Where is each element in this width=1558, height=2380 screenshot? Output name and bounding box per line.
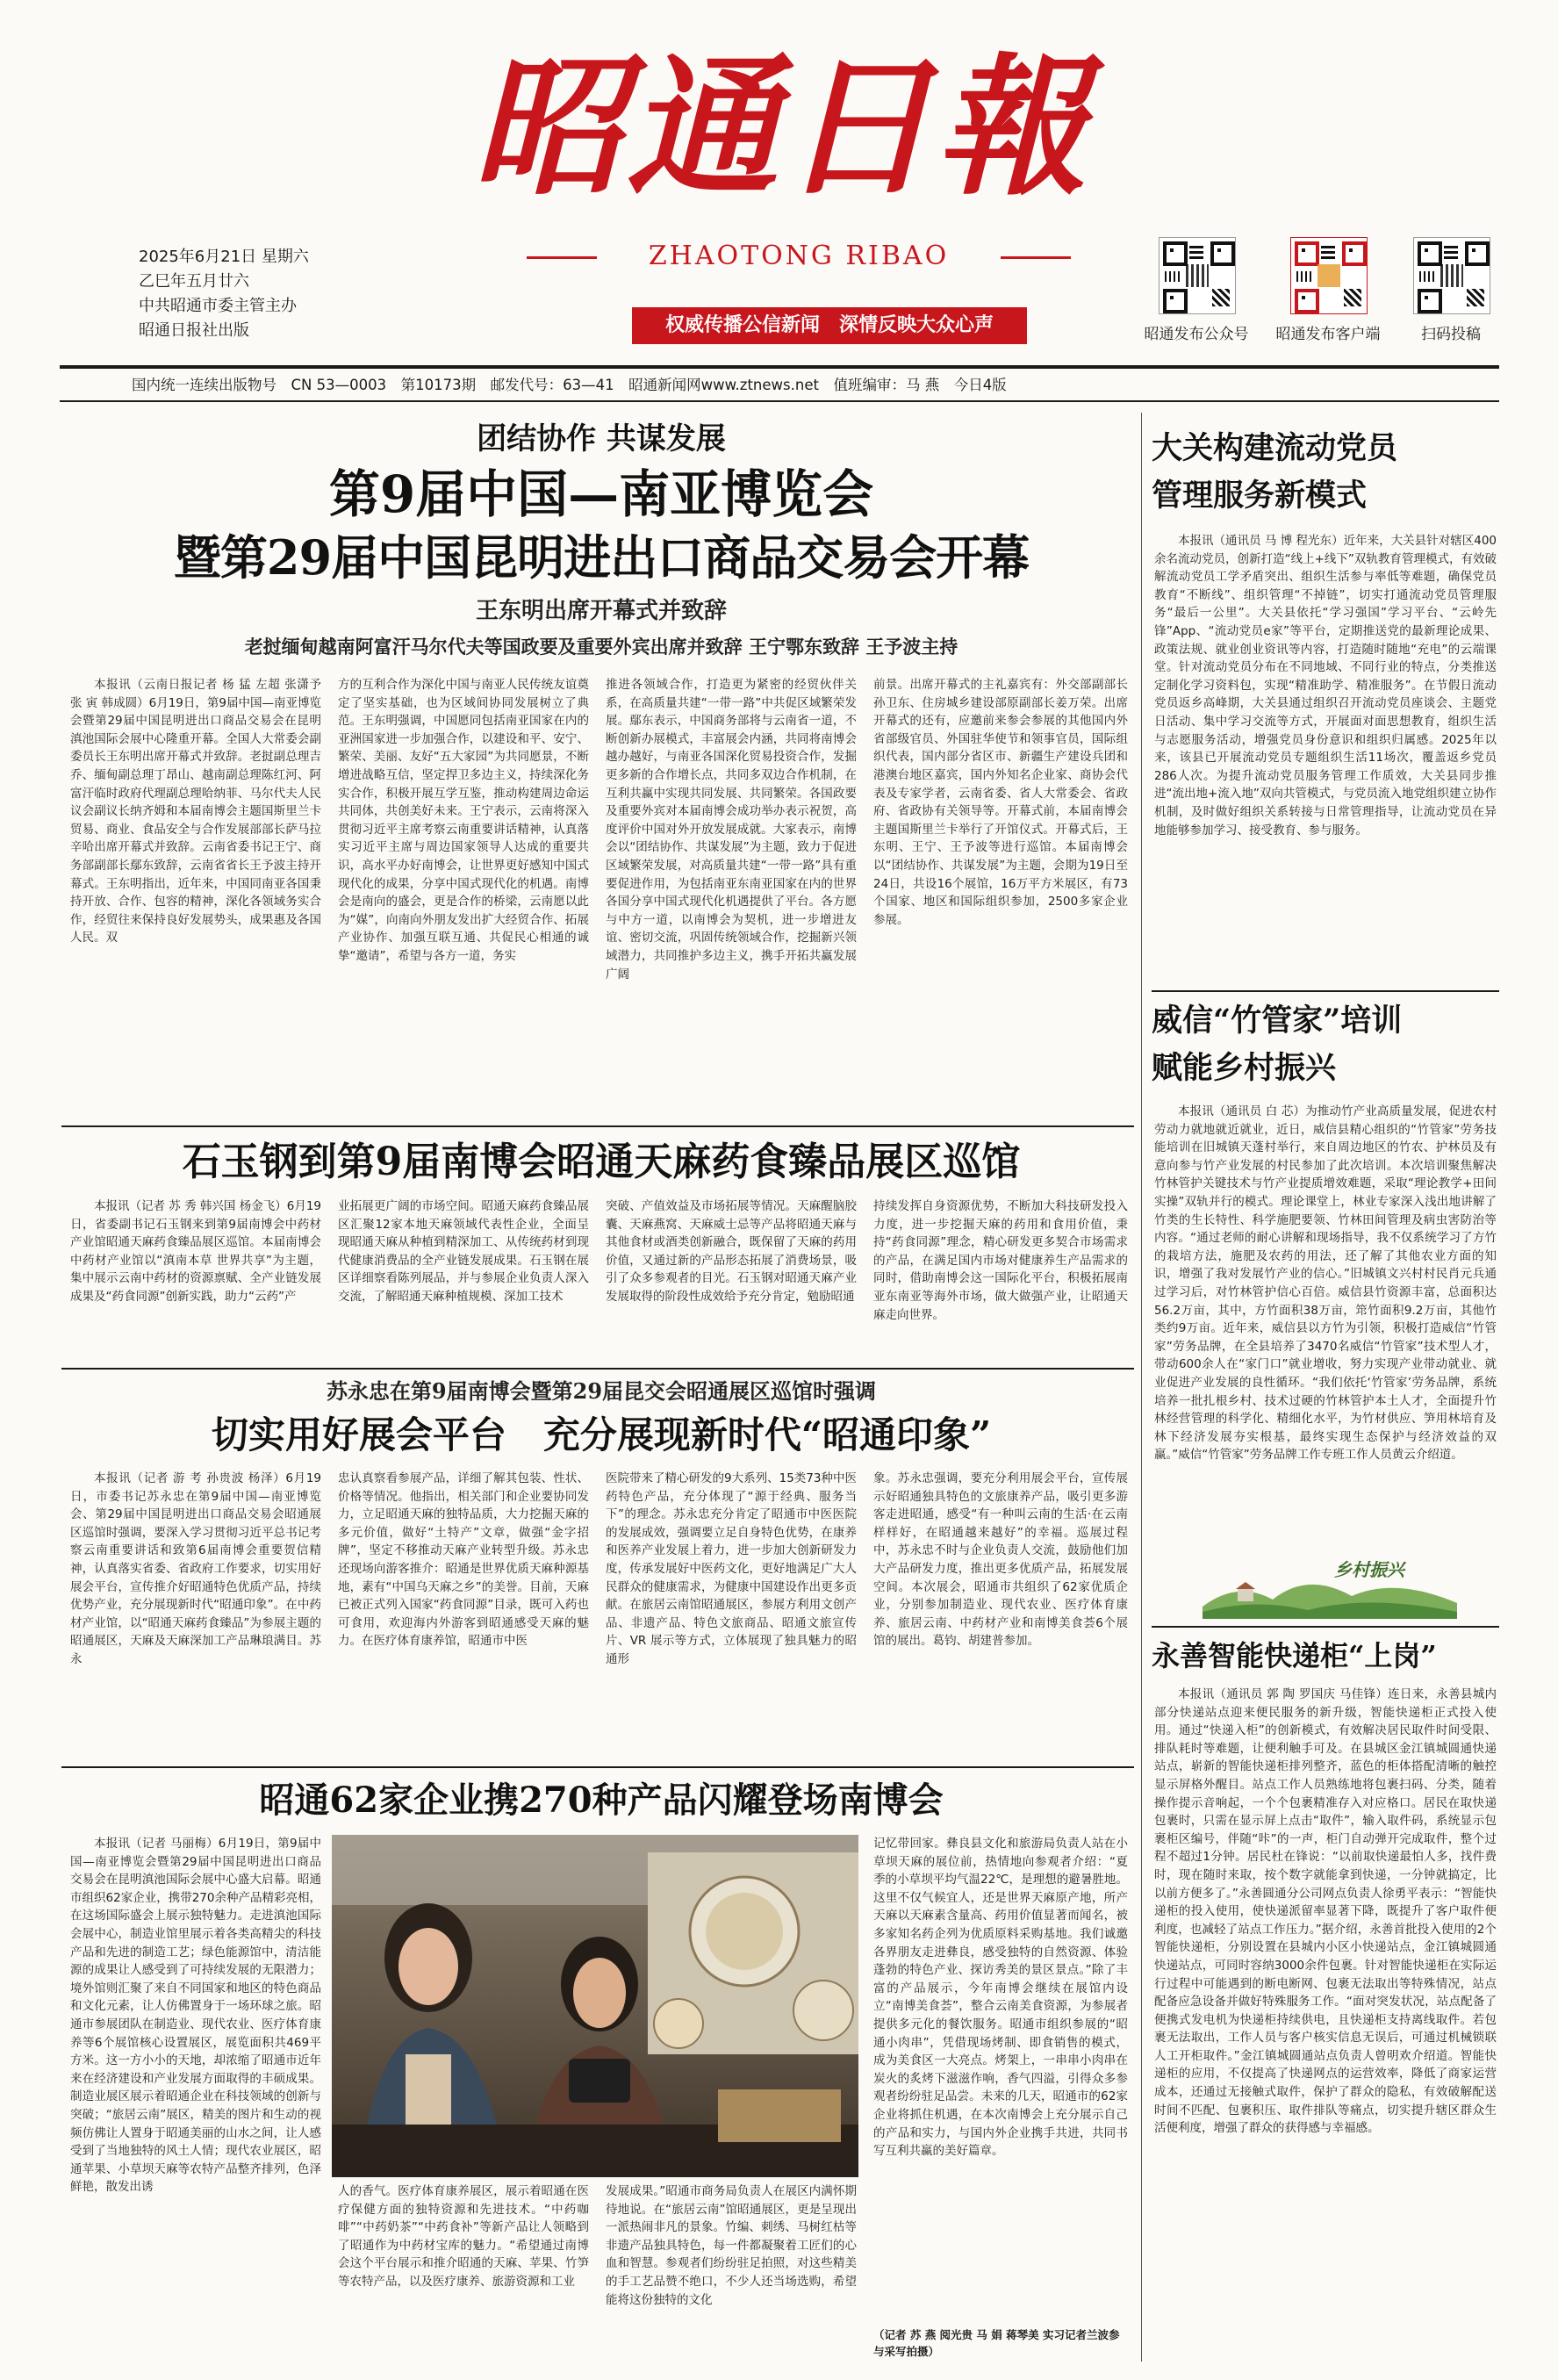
article3-headline: 切实用好展会平台 充分展现新时代“昭通印象” (211, 1413, 992, 1456)
article3-column-2: 忠认真察看参展产品，详细了解其包装、性状、价格等情况。他指出，相关部门和企业要协同发力，立足昭通天麻的独特品质，大力挖掘天麻的多元价值，做好“土特产”文章，做强“金字招牌”，坚定不移推动天麻产业转型升级。苏永忠还现场向游客推介：昭通是世界优质天麻种源基地，素有“中国乌天麻之乡”的美誉。目前，天麻已被正式列入国家“药食同源”目录，既可入药也可食用，欢迎海内外游客到昭通感受天麻的魅力。在医疗体育康养馆，昭通市中医 (338, 1471, 589, 1649)
masthead (0, 0, 1558, 360)
rural-revitalization-label: 乡村振兴 (1334, 1559, 1404, 1580)
qr-label-2: 昭通发布客户端 (1275, 326, 1381, 343)
qr-code-1[interactable] (1159, 237, 1236, 314)
lead-headline-1: 第9届中国—南亚博览会 (328, 464, 874, 524)
article3-column-4: 象。苏永忠强调，要充分利用展会平台，宣传展示好昭通独具特色的文旅康养产品，吸引更多游客走进昭通，感受“有一种叫云南的生活·在云南样样好，在昭通越来越好”的幸福。巡展过程中，苏永忠不时与企业负责人交流，鼓励他们加大产品研发力度，推出更多优质产品，拓展发展空间。本次展会，昭通市共组织了62家优质企业，分别参加制造业、现代农业、医疗体育康养、旅居云南、中药材产业和南博美食荟6个展馆的展出。葛钧、胡建普参加。 (873, 1471, 1128, 1649)
article4-column-3: 记忆带回家。彝良县文化和旅游局负责人站在小草坝天麻的展位前，热情地向参观者介绍：“夏季的小草坝平均气温22℃，是理想的避暑胜地。这里不仅气候宜人，还是世界天麻原产地，所产天麻以天麻素含量高、药用价值显著而闻名，被多家知名药企列为优质原料采购基地。我们诚邀各界朋友走进彝良，感受独特的自然资源、体验蓬勃的特色产业、探访秀美的景区景点。”除了丰富的产品展示，今年南博会继续在展馆内设立“南博美食荟”，整合云南美食资源，为参展者提供多元化的餐饮服务。昭通市组织参展的“昭通小肉串”，凭借现场烤制、即食销售的模式，成为美食区一大亮点。烤架上，一串串小肉串在炭火的炙烤下滋滋作响，香气四溢，引得众多参观者纷纷驻足品尝。未来的几天，昭通市的62家企业将抓住机遇，在本次南博会上充分展示自己的产品和实力，与国内外企业携手共进，共同书写互利共赢的美好篇章。 (873, 1837, 1128, 2159)
qr-code-3[interactable] (1413, 237, 1490, 314)
article3-kicker: 苏永忠在第9届南博会暨第29届昆交会昭通展区巡馆时强调 (326, 1378, 877, 1404)
qr-label-3: 扫码投稿 (1421, 326, 1481, 343)
lunar-date: 乙巳年五月廿六 (139, 272, 249, 291)
article3-column-1: 本报讯（记者 游 考 孙贵波 杨泽）6月19日，市委书记苏永忠在第9届中国—南亚博览会、第29届中国昆明进出口商品交易会昭通展区巡馆时强调，要深入学习贯彻习近平总书记考察云南重要讲话和致第6届南博会重要贺信精神，认真落实省委、省政府工作要求，切实用好展会平台，宣传推介好昭通特色优质产品，持续优势产业，充分展现新时代“昭通印象”。在中药材产业馆，以“昭通天麻药食臻品”为参展主题的昭通展区，天麻及天麻深加工产品琳琅满目。苏永 (70, 1471, 321, 1666)
issue-date: 2025年6月21日 星期六 (139, 248, 309, 266)
photo-caption: （记者 苏 燕 阅光贵 马 娟 蒋琴美 实习记者兰波参与采写拍摄） (873, 2328, 1120, 2358)
qr-code-2[interactable] (1290, 237, 1368, 314)
article4-column-1: 本报讯（记者 马丽梅）6月19日，第9届中国—南亚博览会暨第29届中国昆明进出口商品交易会在昆明滇池国际会展中心盛大启幕。昭通市组织62家企业，携带270余种产品精彩亮相，在这场国际盛会上展示独特魅力。走进滇池国际会展中心，制造业馆里展示着各类高精尖的科技产品和先进的制造工艺；绿色能源馆中，清洁能源的成果让人感受到了可持续发展的无限潜力；境外馆则汇聚了来自不同国家和地区的特色商品和文化元素，让人仿佛置身于一场环球之旅。昭通市参展团队在制造业、现代农业、医疗体育康养等6个展馆核心设置展区，展览面积共469平方米。这一方小小的天地，却浓缩了昭通市近年来在经济建设和产业发展方面取得的丰硕成果。制造业展区展示着昭通企业在科技领域的创新与突破；“旅居云南”展区，精美的图片和生动的视频仿佛让人置身于昭通美丽的山水之间，让人感受到了当地独特的风土人情；现代农业展区，昭通苹果、小草坝天麻等农特产品整齐排列，色泽鲜艳，散发出诱 (70, 1837, 321, 2195)
lead-column-2: 方的互利合作为深化中国与南亚人民传统友谊奠定了坚实基础，也为区域间协同发展树立了典范。王东明强调，中国愿同包括南亚国家在内的亚洲国家进一步加强合作，以建设和平、安宁、繁荣、美丽、友好“五大家园”为共同愿景，不断增进战略互信，坚定捍卫多边主义，持续深化务实合作，积极开展互学互鉴，推动构建周边命运共同体，共创美好未来。王宁表示，云南将深入贯彻习近平主席考察云南重要讲话精神，认真落实习近平主席与周边国家领导人达成的重要共识，高水平办好南博会，让世界更好感知中国式现代化的成果，分享中国式现代化的机遇。南博会是南向的盛会，更是合作的桥梁，云南愿以此为“媒”，向南向外朋友发出扩大经贸合作、拓展产业协作、加强互联互通、共促民心相通的诚挚“邀请”，希望与各方一道，务实 (338, 678, 589, 963)
article4-column-2: 人的香气。医疗体育康养展区，展示着昭通在医疗保健方面的独特资源和先进技术。“中药咖啡”“中药奶茶”“中药食补”等新产品让人领略到了昭通作为中药材宝库的魅力。“希望通过南博会这个平台展示和推介昭通的天麻、苹果、竹笋等农特产品，以及医疗康养、旅游资源和工业 (338, 2184, 589, 2289)
expo-photo (332, 1835, 858, 2177)
lead-kicker: 团结协作 共谋发展 (477, 421, 726, 457)
lead-subheadline-2: 老挝缅甸越南阿富汗马尔代夫等国政要及重要外宾出席并致辞 王宁鄂东致辞 王予波主持 (244, 636, 958, 658)
right1-text: 本报讯（通讯员 马 博 程光东）近年来，大关县针对辖区400余名流动党员，创新打造“线上+线下”双轨教育管理模式，有效破解流动党员工学矛盾突出、组织生活参与率低等难题，确保党员教育“不断线”、组织管理“不掉链”，切实打通流动党员管理服务“最后一公里”。大关县依托“学习强国”学习平台、“云岭先锋”App、“流动党员e家”等平台，定期推送党的最新理论成果、政策法规、就业创业资讯等内容，打造随时随地“充电”的云端课堂。针对流动党员分布在不同地域、不同行业的特点，分类推送定制化学习资料包，实现“精准助学、精准服务”。在节假日流动党员返乡高峰期，大关县通过组织召开流动党员座谈会、主题党日活动、集中学习交流等方式，开展面对面思想教育，组织生活与志愿服务活动，增强党员身份意识和组织归属感。2025年以来，该县已开展流动党员专题组织生活11场次，覆盖返乡党员286人次。为提升流动党员服务管理工作质效，大关县同步推进“流出地+流入地”双向共管模式，与党员流入地党组织建立协作机制，及时做好组织关系转接与日常管理指导，让流动党员在异地能够参加学习、接受教育、参与服务。 (1154, 534, 1497, 838)
expo-photo-illustration (332, 1835, 858, 2177)
right3-text: 本报讯（通讯员 郭 陶 罗国庆 马佳锋）连日来，永善县城内部分快递站点迎来便民服务的新升级，智能快递柜正式投入使用。通过“快递入柜”的创新模式，有效解决居民取件时间受限、排队耗时等难题，让便利触手可及。在县城区金江镇城圆通快递站点，崭新的智能快递柜排列整齐，蓝色的柜体搭配清晰的触控显示屏格外醒目。站点工作人员熟练地将包裹扫码、分类，随着操作提示音响起，一个个包裹精准存入对应格口。居民在取快递包裹时，只需在显示屏上点击“取件”，输入取件码，系统显示包裹柜区编号，伴随“咔”的一声，柜门自动弹开完成取件，整个过程不超过1分钟。居民杜在锋说：“以前取快递最怕人多，找件费时，现在随时来取，按个数字就能拿到快递，一分钟就搞定，比以前方便多了。”永善圆通分公司网点负责人徐勇平表示：“智能快递柜的投入使用，使快递派留率显著下降，既提升了客户取件便利度，也减轻了站点工作压力。”据介绍，永善首批投入使用的2个智能快递柜，分别设置在县城内小区小快递站点，金江镇城圆通快递站点，可同时容纳3000余件包裹。针对智能快递柜在实际运行过程中可能遇到的断电断网、包裹无法取出等特殊情况，站点配备应急设备并做好特殊服务工作。“面对突发状况，站点配备了便携式发电机为快递柜持续供电，且快递柜支持离线取件。若包裹无法取出，工作人员与客户核实信息无误后，可通过机械锁联人工开柜取件。”金江镇城圆通站点负责人曾明欢介绍道。智能快递柜的应用，不仅提高了快递网点的运营效率，降低了商家运营成本，还通过无接触式取件，保护了群众的隐私，有效破解配送时间不匹配、包裹积压、取件排队等痛点，切实提升辖区群众生活便利度，增强了群众的获得感与幸福感。 (1154, 1687, 1497, 2136)
info-bar: 国内统一连续出版物号 CN 53—0003 第10173期 邮发代号：63—41 昭通新闻网www.ztnews.net 值班编审：马 燕 今日4版 (132, 377, 1007, 393)
right2-headline-2: 赋能乡村振兴 (1152, 1050, 1337, 1086)
slogan-text: 权威传播公信新闻 深情反映大众心声 (664, 314, 994, 336)
right2-text: 本报讯（通讯员 白 芯）为推动竹产业高质量发展，促进农村劳动力就地就近就业，近日，威信县精心组织的“竹管家”劳务技能培训在旧城镇天蓬村举行，来自周边地区的竹农、护林员及有意向参与竹产业发展的村民参加了此次培训。本次培训聚焦解决竹林管护关键技术与竹产业提质增效难题，采取“理论教学+田间实操”双轨并行的模式。理论课堂上，林业专家深入浅出地讲解了竹类的生长特性、科学施肥要领、竹林田间管理及病虫害防治等内容。“通过老师的耐心讲解和现场指导，我不仅系统学习了方竹的栽培方法，施肥及农药的用法，还了解了其他农业方面的知识，增强了我对发展竹产业的信心。”旧城镇文兴村村民肖元兵通过学习后，对竹林管护信心百倍。威信县竹资源丰富，总面积达56.2万亩，其中，方竹面积38万亩，筇竹面积9.2万亩，其他竹类约9万亩。近年来，威信县以方竹为引领，积极打造威信“竹管家”劳务品牌，在全县培养了3470名威信“竹管家”技术型人才，带动600余人在“家门口”就业增收，努力实现产业带动就业、就业促进产业发展的良性循环。“我们依托‘竹管家’劳务品牌，系统培养一批扎根乡村、技术过硬的竹林管护本土人才，全面提升竹林经营管理的科学化、精细化水平，为竹材供应、笋用林培育及林下经济发展夯实根基，最终实现生态保护与经济效益的双赢。”威信“竹管家”劳务品牌工作专班工作人员黄云介绍道。 (1154, 1104, 1497, 1463)
landscape-icon (1203, 1554, 1457, 1619)
article2-column-4: 持续发挥自身资源优势，不断加大科技研发投入力度，进一步挖掘天麻的药用和食用价值，秉持“药食同源”理念，精心研发更多契合市场需求的产品，在满足国内市场对健康养生产品需求的同时，借助南博会这一国际化平台，积极拓展南亚东南亚等海外市场，做大做强产业，让昭通天麻走向世界。 (873, 1199, 1128, 1322)
qr-label-1: 昭通发布公众号 (1144, 326, 1249, 343)
lead-headline-2: 暨第29届中国昆明进出口商品交易会开幕 (173, 529, 1030, 586)
article2-column-1: 本报讯（记者 苏 秀 韩兴国 杨金飞）6月19日，省委副书记石玉钢来到第9届南博会中药材产业馆昭通天麻药食臻品展区巡馆。本届南博会中药材产业馆以“滇南本草 世界共享”为主题，集中展示云南中药材的资源禀赋、全产业链发展成果及“药食同源”创新实践，助力“云药”产 (70, 1199, 321, 1304)
publisher: 昭通日报社出版 (139, 321, 249, 340)
newspaper-title: 昭通日報 (472, 38, 1090, 216)
rural-revitalization-banner (1203, 1554, 1457, 1619)
right1-headline-1: 大关构建流动党员 (1152, 430, 1398, 466)
article4-headline: 昭通62家企业携270种产品闪耀登场南博会 (259, 1780, 944, 1821)
right1-headline-2: 管理服务新模式 (1152, 478, 1368, 514)
lead-column-3: 推进各领域合作，打造更为紧密的经贸伙伴关系，在高质量共建“一带一路”中共促区域繁荣发展。鄢东表示，中国商务部将与云南省一道，不断创新办展模式，丰富展会内涵，共同将南博会越办越好，与南亚各国深化贸易投资合作，发掘更多新的合作增长点，共同多双边合作机制，在互利共赢中实现共同发展、共同繁荣。各国政要及重要外宾对本届南博会成功举办表示祝贺，高度评价中国对外开放发展成就。大家表示，南博会以“团结协作、共谋发展”为主题，致力于促进区域繁荣发展，对高质量共建“一带一路”具有重要促进作用，为包括南亚东南亚国家在内的世界各国分享中国式现代化机遇提供了平台。各方愿与中方一道，以南博会为契机，进一步增进友谊、密切交流，巩固传统领域合作，挖掘新兴领域潜力，共同推护多边主义，携手开拓共赢发展广阔 (606, 678, 857, 981)
slogan-banner (632, 307, 1027, 344)
sponsor: 中共昭通市委主管主办 (139, 297, 297, 315)
right2-headline-1: 威信“竹管家”培训 (1152, 1003, 1403, 1039)
article2-column-3: 突破、产值效益及市场拓展等情况。天麻醒脑胶囊、天麻燕窝、天麻威士忌等产品将昭通天麻与其他食材或酒类创新融合，既保留了天麻的药用价值，又通过新的产品形态拓展了消费场景，吸引了众多参观者的目光。石玉钢对昭通天麻产业发展取得的阶段性成效给予充分肯定，勉励昭通 (606, 1199, 857, 1304)
lead-column-1: 本报讯（云南日报记者 杨 猛 左超 张潇予 张 寅 韩成圆）6月19日，第9届中国—南亚博览会暨第29届中国昆明进出口商品交易会在昆明滇池国际会展中心隆重开幕。全国人大常委会副委员长王东明出席开幕式并致辞。老挝副总理吉乔、缅甸副总理丁昂山、越南副总理陈红河、阿富汗临时政府代理副总理哈纳菲、马尔代夫人民议会副议长纳齐姆和本届南博会主题国斯里兰卡贸易、商业、食品安全与合作发展部部长萨马拉辛哈出席开幕式并致辞。云南省委书记王宁、商务部副部长鄢东致辞，云南省省长王予波主持开幕式。王东明指出，近年来，中国同南亚各国秉持开放、合作、包容的精神，深化各领域务实合作，经贸往来保持良好发展势头，成果惠及各国人民。双 (70, 678, 321, 946)
newspaper-pinyin: ZHAOTONG RIBAO (648, 241, 950, 271)
article2-headline: 石玉钢到第9届南博会昭通天麻药食臻品展区巡馆 (182, 1140, 1021, 1184)
article3-column-3: 医院带来了精心研发的9大系列、15类73种中医药特色产品，充分体现了“源于经典、服务当下”的理念。苏永忠充分肯定了昭通市中医医院的发展成效，强调要立足自身特色优势，在康养和医养产业发展上着力，进一步加大创新研发力度，传承发展好中医药文化，更好地满足广大人民群众的健康需求，为健康中国建设作出更多贡献。在旅居云南馆昭通展区，参展方利用文创产品、非遗产品、特色文旅商品、昭通文旅宣传片、VR 展示等方式，立体展现了独具魅力的昭通形 (606, 1471, 857, 1666)
lead-subheadline-1: 王东明出席开幕式并致辞 (475, 598, 727, 624)
article2-column-2: 业拓展更广阔的市场空间。昭通天麻药食臻品展区汇聚12家本地天麻领域代表性企业，全面呈现昭通天麻从种植到精深加工、从传统药材到现代健康消费品的全产业链发展成果。石玉钢在展区详细察看陈列展品，并与参展企业负责人深入交流，了解昭通天麻种植规模、深加工技术 (338, 1199, 589, 1304)
right3-headline: 永善智能快递柜“上岗” (1152, 1639, 1437, 1672)
article4-column-2b: 发展成果。”昭通市商务局负责人在展区内满怀期待地说。在“旅居云南”馆昭通展区，更是呈现出一派热闹非凡的景象。竹编、刺绣、马树红枯等非遗产品独具特色，每一件都凝聚着工匠们的心血和智慧。参观者们纷纷驻足拍照，对这些精美的手工艺品赞不绝口，不少人还当场选购，希望能将这份独特的文化 (606, 2184, 857, 2307)
lead-column-4: 前景。出席开幕式的主礼嘉宾有：外交部副部长孙卫东、住房城乡建设部原副部长姜万荣。出席开幕式的还有，应邀前来参会参展的其他国内外省部级官员、外国驻华使节和领事官员，国际组织代表，国内部分省区市、新疆生产建设兵团和港澳台地区嘉宾，国内外知名企业家、商协会代表及专家学者，云南省委、省人大常委会、省政府、省政协有关领导等。开幕式前，本届南博会主题国斯里兰卡举行了开馆仪式。开幕式后，王东明、王宁、王予波等进行巡馆。本届南博会以“团结协作、共谋发展”为主题，会期为19日至24日，共设16个展馆，16万平方米展区，有73个国家、地区和国际组织参加，2500多家企业参展。 (873, 678, 1128, 927)
